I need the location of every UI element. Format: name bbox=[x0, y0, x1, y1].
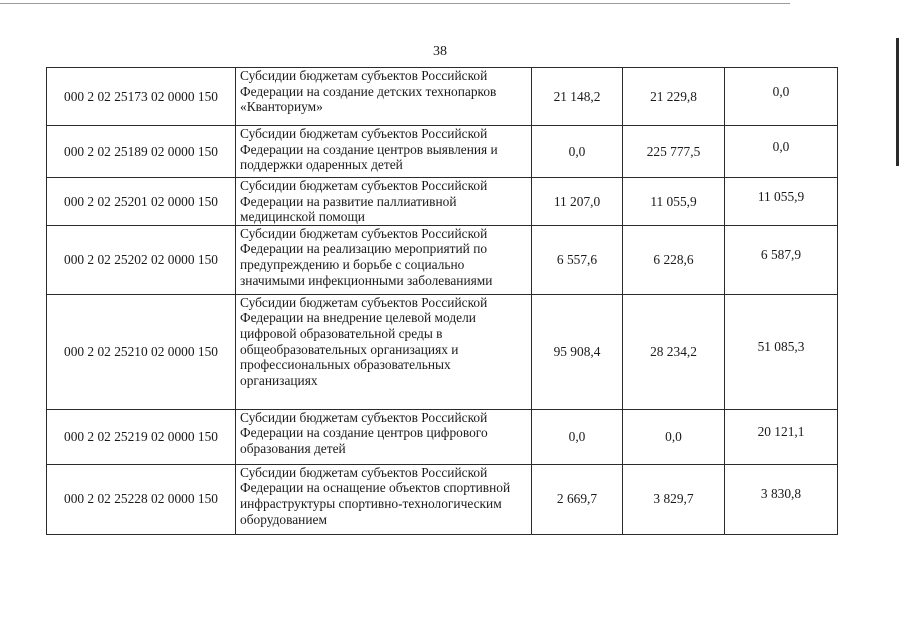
budget-code-cell: 000 2 02 25202 02 0000 150 bbox=[47, 225, 236, 294]
table-row bbox=[47, 464, 838, 534]
value-cell-1: 6 557,6 bbox=[532, 225, 623, 294]
value-cell-1: 0,0 bbox=[532, 126, 623, 178]
table-row bbox=[47, 68, 838, 126]
value-cell-2: 11 055,9 bbox=[623, 178, 725, 226]
table-row bbox=[47, 294, 838, 409]
table-row bbox=[47, 126, 838, 178]
description-cell: Субсидии бюджетам субъектов Российской Федерации на создание центров цифрового образования детей bbox=[236, 409, 532, 464]
budget-code-cell: 000 2 02 25219 02 0000 150 bbox=[47, 409, 236, 464]
budget-code-cell: 000 2 02 25228 02 0000 150 bbox=[47, 464, 236, 534]
value-cell-3: 11 055,9 bbox=[725, 178, 838, 226]
value-cell-1: 11 207,0 bbox=[532, 178, 623, 226]
description-cell: Субсидии бюджетам субъектов Российской Федерации на создание детских технопарков «Кванториум» bbox=[236, 68, 532, 126]
description-cell: Субсидии бюджетам субъектов Российской Федерации на внедрение целевой модели цифровой образовательной среды в общеобразовательных организациях и профессиональных образовательных организациях bbox=[236, 294, 532, 409]
value-cell-3: 0,0 bbox=[725, 68, 838, 126]
table-row bbox=[47, 409, 838, 464]
budget-subsidies-table bbox=[46, 67, 838, 535]
value-cell-3: 6 587,9 bbox=[725, 225, 838, 294]
value-cell-2: 28 234,2 bbox=[623, 294, 725, 409]
page-number: 38 bbox=[433, 44, 447, 59]
value-cell-2: 225 777,5 bbox=[623, 126, 725, 178]
value-cell-2: 0,0 bbox=[623, 409, 725, 464]
value-cell-2: 3 829,7 bbox=[623, 464, 725, 534]
budget-code-cell: 000 2 02 25201 02 0000 150 bbox=[47, 178, 236, 226]
description-cell: Субсидии бюджетам субъектов Российской Федерации на развитие паллиативной медицинской помощи bbox=[236, 178, 532, 226]
description-cell: Субсидии бюджетам субъектов Российской Федерации на создание центров выявления и поддержки одаренных детей bbox=[236, 126, 532, 178]
value-cell-1: 2 669,7 bbox=[532, 464, 623, 534]
value-cell-1: 21 148,2 bbox=[532, 68, 623, 126]
value-cell-1: 0,0 bbox=[532, 409, 623, 464]
budget-code-cell: 000 2 02 25173 02 0000 150 bbox=[47, 68, 236, 126]
value-cell-3: 51 085,3 bbox=[725, 294, 838, 409]
value-cell-3: 0,0 bbox=[725, 126, 838, 178]
value-cell-3: 20 121,1 bbox=[725, 409, 838, 464]
budget-code-cell: 000 2 02 25210 02 0000 150 bbox=[47, 294, 236, 409]
description-cell: Субсидии бюджетам субъектов Российской Федерации на реализацию мероприятий по предупреждению и борьбе с социально значимыми инфекционными заболеваниями bbox=[236, 225, 532, 294]
scan-right-edge-mark bbox=[896, 38, 899, 166]
table-row bbox=[47, 178, 838, 226]
table-row bbox=[47, 225, 838, 294]
budget-code-cell: 000 2 02 25189 02 0000 150 bbox=[47, 126, 236, 178]
value-cell-2: 6 228,6 bbox=[623, 225, 725, 294]
description-cell: Субсидии бюджетам субъектов Российской Федерации на оснащение объектов спортивной инфраструктуры спортивно-технологическим оборудованием bbox=[236, 464, 532, 534]
scan-top-edge-line bbox=[0, 3, 790, 4]
value-cell-2: 21 229,8 bbox=[623, 68, 725, 126]
value-cell-3: 3 830,8 bbox=[725, 464, 838, 534]
value-cell-1: 95 908,4 bbox=[532, 294, 623, 409]
